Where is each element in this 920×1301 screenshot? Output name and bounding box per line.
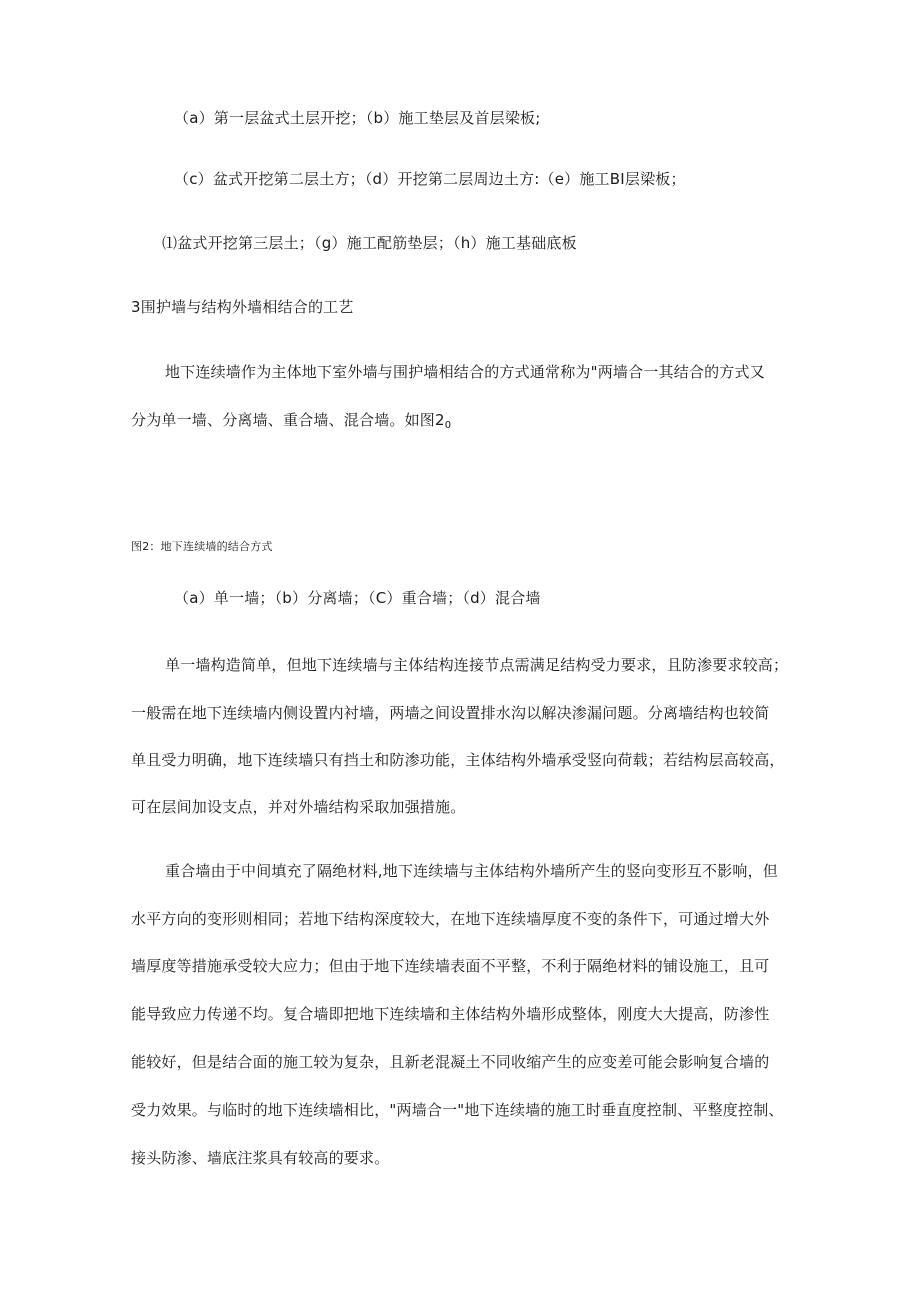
paragraph-overlap-wall-line: 接头防渗、墙底注浆具有较高的要求。	[131, 1149, 390, 1167]
paragraph-overlap-wall-line: 墙厚度等措施承受较大应力；但由于地下连续墙表面不平整，不利于隔绝材料的铺设施工，且可	[131, 957, 770, 975]
figure1-caption-line-3: ⑴盆式开挖第三层土；（g）施工配筋垫层；（h）施工基础底板	[162, 234, 577, 252]
paragraph-single-wall-line: 一般需在地下连续墙内侧设置内衬墙，两墙之间设置排水沟以解决渗漏问题。分离墙结构也较简	[131, 704, 770, 722]
figure1-caption-line-2: （c）盆式开挖第二层土方；（d）开挖第二层周边土方:（e）施工BI层梁板；	[174, 170, 686, 188]
paragraph-single-wall-line: 单一墙构造简单，但地下连续墙与主体结构连接节点需满足结构受力要求，且防渗要求较高；	[165, 656, 789, 674]
paragraph-single-wall-line: 可在层间加设支点，并对外墙结构采取加强措施。	[131, 798, 466, 816]
paragraph-overlap-wall-line: 受力效果。与临时的地下连续墙相比，"两墙合一"地下连续墙的施工时垂直度控制、平整度控制、	[131, 1101, 784, 1119]
figure2-title: 图2：地下连续墙的结合方式	[131, 540, 273, 553]
section-heading: 3围护墙与结构外墙相结合的工艺	[131, 298, 354, 316]
paragraph-overlap-wall-line: 能导致应力传递不均。复合墙即把地下连续墙和主体结构外墙形成整体，刚度大大提高，防渗性	[131, 1005, 770, 1023]
intro-paragraph-subscript: 0	[444, 420, 452, 431]
paragraph-overlap-wall-line: 重合墙由于中间填充了隔绝材料,地下连续墙与主体结构外墙所产生的竖向变形互不影响，但	[165, 862, 778, 880]
intro-paragraph-line-1: 地下连续墙作为主体地下室外墙与围护墙相结合的方式通常称为"两墙合一其结合的方式又	[165, 363, 765, 381]
figure2-caption: （a）单一墙；（b）分离墙；（C）重合墙；（d）混合墙	[174, 589, 541, 607]
paragraph-single-wall-line: 单且受力明确，地下连续墙只有挡土和防渗功能，主体结构外墙承受竖向荷载；若结构层高较高，	[131, 751, 785, 769]
figure1-caption-line-1: （a）第一层盆式土层开挖；（b）施工垫层及首层梁板;	[174, 109, 541, 127]
paragraph-overlap-wall-line: 水平方向的变形则相同；若地下结构深度较大，在地下连续墙厚度不变的条件下，可通过增大外	[131, 910, 770, 928]
intro-paragraph-line-2-text: 分为单一墙、分离墙、重合墙、混合墙。如图2	[131, 411, 445, 429]
paragraph-overlap-wall-line: 能较好，但是结合面的施工较为复杂，且新老混凝土不同收缩产生的应变差可能会影响复合墙的	[131, 1053, 770, 1071]
intro-paragraph-line-2	[131, 410, 451, 436]
